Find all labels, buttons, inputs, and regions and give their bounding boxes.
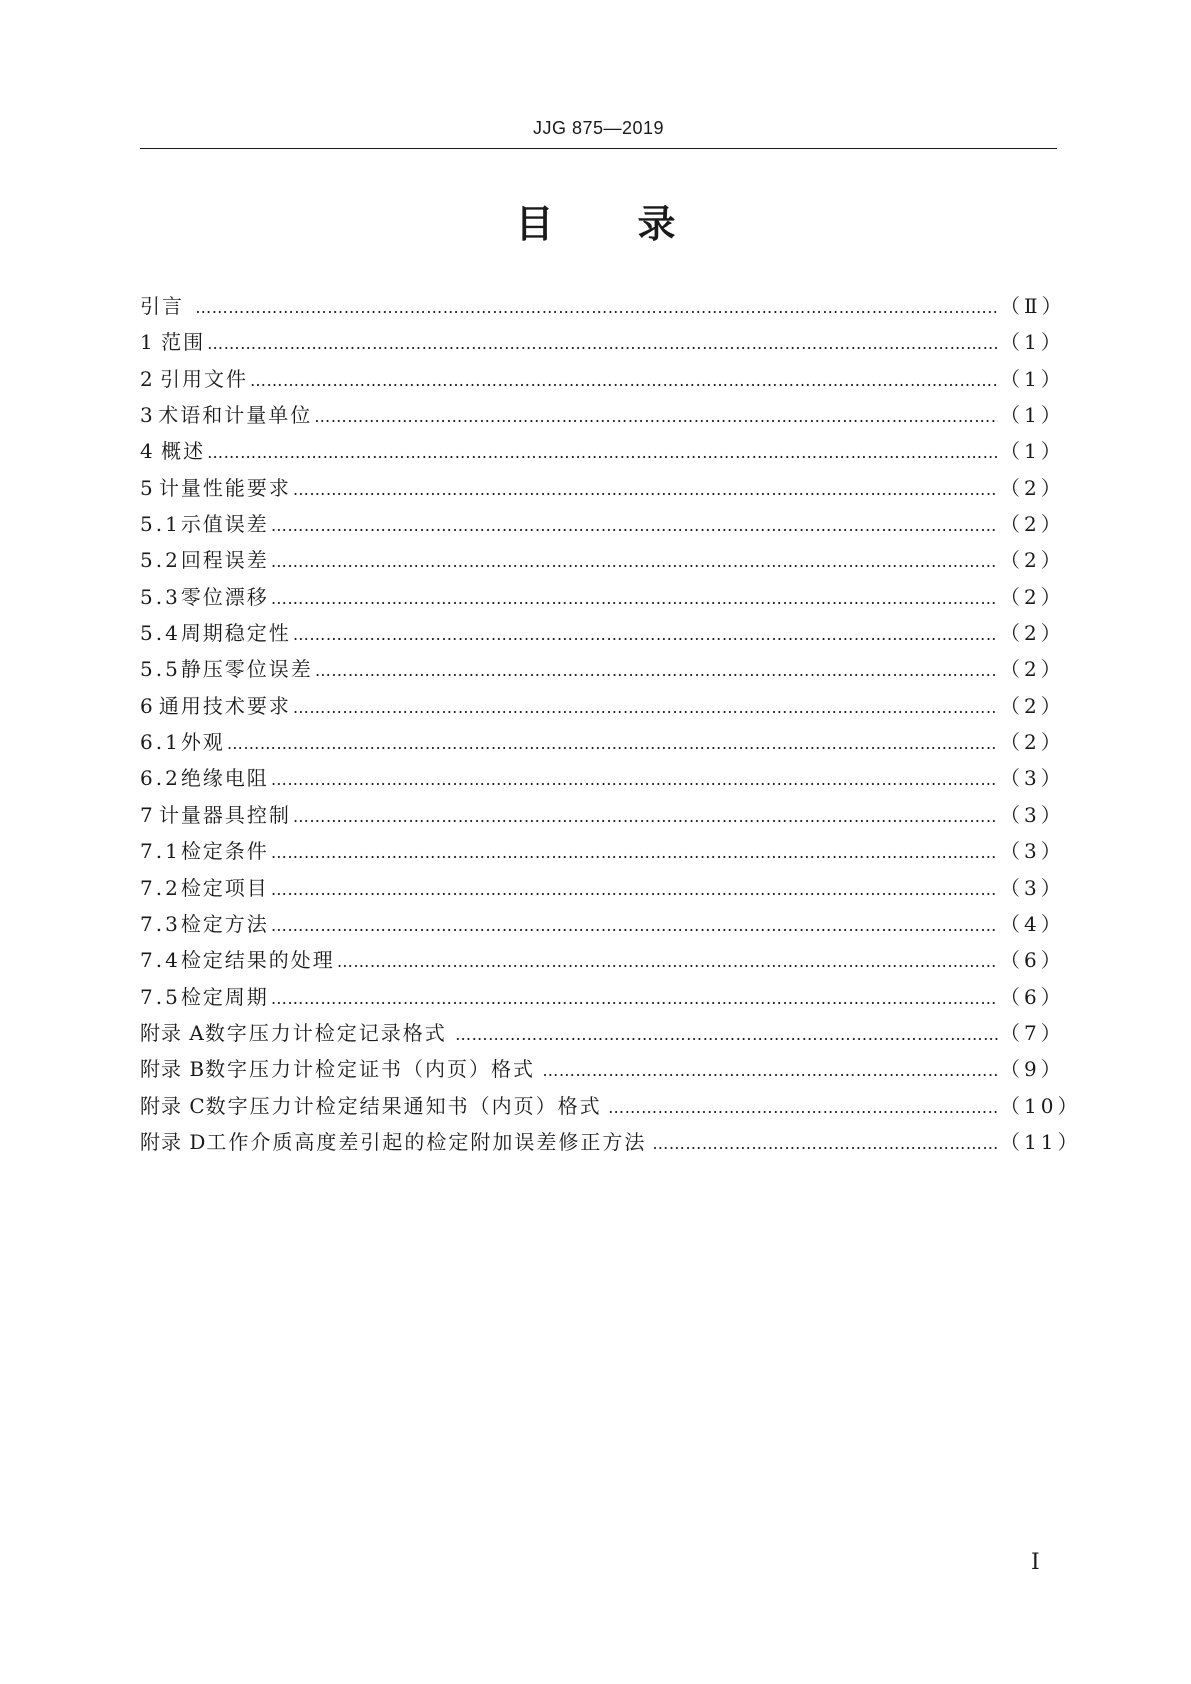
toc-entry-number: 7.4: [140, 948, 181, 973]
running-header: JJG 875—2019: [532, 118, 665, 138]
toc-entry-page: （2）: [1000, 657, 1065, 682]
toc-entry-number: 6: [140, 693, 156, 718]
toc-dot-leader: [271, 981, 998, 1017]
toc-entry-page: （3）: [1000, 875, 1065, 900]
page-title: [0, 200, 1191, 248]
toc-entry-title: 回程误差: [180, 548, 269, 573]
toc-entry-page: （1）: [1000, 403, 1065, 428]
toc-dot-leader: [293, 472, 998, 508]
header-rule: [140, 148, 1057, 149]
toc-entry-title: 检定项目: [180, 875, 269, 900]
toc-dot-leader: [315, 653, 998, 689]
toc-entry[interactable]: [140, 288, 1066, 324]
toc-dot-leader: [271, 544, 998, 580]
toc-entry[interactable]: [140, 1124, 1082, 1160]
toc-entry[interactable]: [140, 433, 1065, 469]
toc-entry[interactable]: [140, 979, 1065, 1015]
toc-entry-page: （1）: [1000, 439, 1065, 464]
toc-entry[interactable]: [140, 870, 1065, 906]
toc-entry[interactable]: [140, 797, 1065, 833]
toc-entry-page: （Ⅱ）: [1000, 294, 1066, 318]
toc-entry[interactable]: [140, 324, 1065, 360]
toc-entry-title: 检定条件: [180, 839, 269, 864]
toc-entry-title: 范围: [161, 330, 206, 355]
toc-entry-number: 7.2: [140, 875, 181, 900]
toc-entry-page: （6）: [1000, 984, 1065, 1009]
toc-entry-title: 数字压力计检定证书（内页）格式: [205, 1057, 536, 1082]
toc-entry[interactable]: [140, 760, 1065, 796]
toc-entry-number: 5.5: [140, 657, 181, 682]
toc-dot-leader: [293, 799, 998, 835]
toc-entry[interactable]: [140, 542, 1065, 578]
toc-entry-page: （4）: [1000, 911, 1065, 936]
toc-entry-number: 5.2: [140, 548, 181, 573]
toc-entry-number: 6.2: [140, 766, 181, 791]
toc-entry-title: 绝缘电阻: [180, 766, 269, 791]
toc-entry-number: 7: [140, 802, 156, 827]
toc-entry-title: 数字压力计检定结果通知书（内页）格式: [205, 1093, 602, 1118]
toc-entry[interactable]: [140, 833, 1065, 869]
toc-entry-title: 数字压力计检定记录格式: [204, 1020, 447, 1045]
toc-entry-page: （2）: [1000, 621, 1065, 646]
toc-entry-page: （1）: [1000, 366, 1065, 391]
toc-entry-title: 外观: [180, 730, 225, 755]
toc-entry-number: 7.1: [140, 839, 181, 864]
toc-entry-title: 检定周期: [180, 984, 269, 1009]
toc-dot-leader: [314, 399, 998, 435]
toc-entry-number: 4: [140, 439, 156, 464]
toc-entry-number: 5.4: [140, 621, 181, 646]
toc-entry[interactable]: [140, 1051, 1065, 1087]
toc-entry-page: （3）: [1000, 766, 1065, 791]
title-char-2: 录: [637, 202, 676, 246]
toc-entry[interactable]: [140, 361, 1065, 397]
toc-entry-number: 附录 A: [140, 1020, 205, 1045]
toc-entry[interactable]: [140, 724, 1065, 760]
toc-entry-number: 附录 C: [140, 1093, 206, 1118]
toc-entry-page: （2）: [1000, 693, 1065, 718]
toc-entry-number: 3: [140, 403, 156, 428]
toc-entry-page: （2）: [1000, 548, 1065, 573]
toc-dot-leader: [250, 363, 998, 399]
table-of-contents: [140, 288, 1082, 1160]
toc-entry-title: 计量性能要求: [158, 475, 291, 500]
toc-entry[interactable]: [140, 651, 1065, 687]
toc-entry[interactable]: [140, 1015, 1065, 1051]
toc-dot-leader: [271, 581, 998, 617]
toc-dot-leader: [608, 1090, 998, 1126]
toc-entry-number: 附录 B: [140, 1057, 206, 1082]
title-char-1: 目: [515, 202, 554, 246]
toc-entry-page: （2）: [1000, 475, 1065, 500]
toc-entry-title: 工作介质高度差引起的检定附加误差修正方法: [206, 1129, 647, 1154]
toc-entry-number: 7.3: [140, 911, 181, 936]
toc-dot-leader: [652, 1126, 998, 1162]
toc-entry-title: 计量器具控制: [158, 802, 291, 827]
toc-dot-leader: [337, 944, 998, 980]
toc-entry[interactable]: [140, 615, 1065, 651]
toc-entry-number: 2: [140, 366, 156, 391]
toc-entry-title: 概述: [161, 439, 206, 464]
toc-entry-page: （2）: [1000, 584, 1065, 609]
toc-entry-title: 零位漂移: [180, 584, 269, 609]
toc-dot-leader: [271, 908, 998, 944]
toc-entry-title: 引用文件: [159, 366, 248, 391]
toc-entry-page: （9）: [1000, 1057, 1065, 1082]
toc-dot-leader: [271, 762, 998, 798]
toc-entry-title: 检定方法: [180, 911, 269, 936]
toc-entry[interactable]: [140, 1088, 1082, 1124]
toc-entry-title: 通用技术要求: [158, 693, 291, 718]
toc-entry-page: （3）: [1000, 802, 1065, 827]
toc-entry-page: （10）: [1000, 1093, 1082, 1118]
toc-entry-page: （1）: [1000, 330, 1065, 355]
toc-entry-number: 5.1: [140, 512, 181, 537]
toc-entry-number: 6.1: [140, 730, 181, 755]
toc-dot-leader: [207, 326, 998, 362]
toc-dot-leader: [207, 435, 998, 471]
toc-entry-title: 示值误差: [180, 512, 269, 537]
toc-entry-page: （2）: [1000, 730, 1065, 755]
toc-entry-page: （6）: [1000, 948, 1065, 973]
toc-dot-leader: [195, 290, 998, 326]
toc-dot-leader: [293, 617, 998, 653]
toc-entry[interactable]: [140, 942, 1065, 978]
toc-entry-title: 引言: [140, 294, 184, 318]
toc-entry[interactable]: [140, 906, 1065, 942]
toc-entry-number: 5.3: [140, 584, 181, 609]
toc-entry-page: （7）: [1000, 1020, 1065, 1045]
toc-entry-number: 附录 D: [140, 1129, 207, 1154]
toc-entry-title: 周期稳定性: [180, 621, 291, 646]
page-number: Ⅰ: [1031, 1550, 1040, 1575]
toc-entry-title: 检定结果的处理: [180, 948, 335, 973]
toc-entry-page: （3）: [1000, 839, 1065, 864]
toc-dot-leader: [542, 1053, 998, 1089]
toc-entry-title: 静压零位误差: [180, 657, 313, 682]
toc-entry-title: 术语和计量单位: [158, 403, 313, 428]
toc-entry-number: 7.5: [140, 984, 181, 1009]
toc-entry-number: 1: [140, 330, 156, 355]
toc-entry[interactable]: [140, 470, 1065, 506]
toc-dot-leader: [271, 508, 998, 544]
toc-entry[interactable]: [140, 579, 1065, 615]
toc-dot-leader: [271, 872, 998, 908]
toc-dot-leader: [271, 835, 998, 871]
toc-entry-page: （11）: [1000, 1129, 1082, 1154]
toc-entry-page: （2）: [1000, 512, 1065, 537]
toc-entry[interactable]: [140, 397, 1065, 433]
toc-entry-number: 5: [140, 475, 156, 500]
toc-dot-leader: [227, 726, 998, 762]
toc-entry[interactable]: [140, 506, 1065, 542]
toc-dot-leader: [455, 1017, 998, 1053]
toc-entry[interactable]: [140, 688, 1065, 724]
toc-dot-leader: [293, 690, 998, 726]
